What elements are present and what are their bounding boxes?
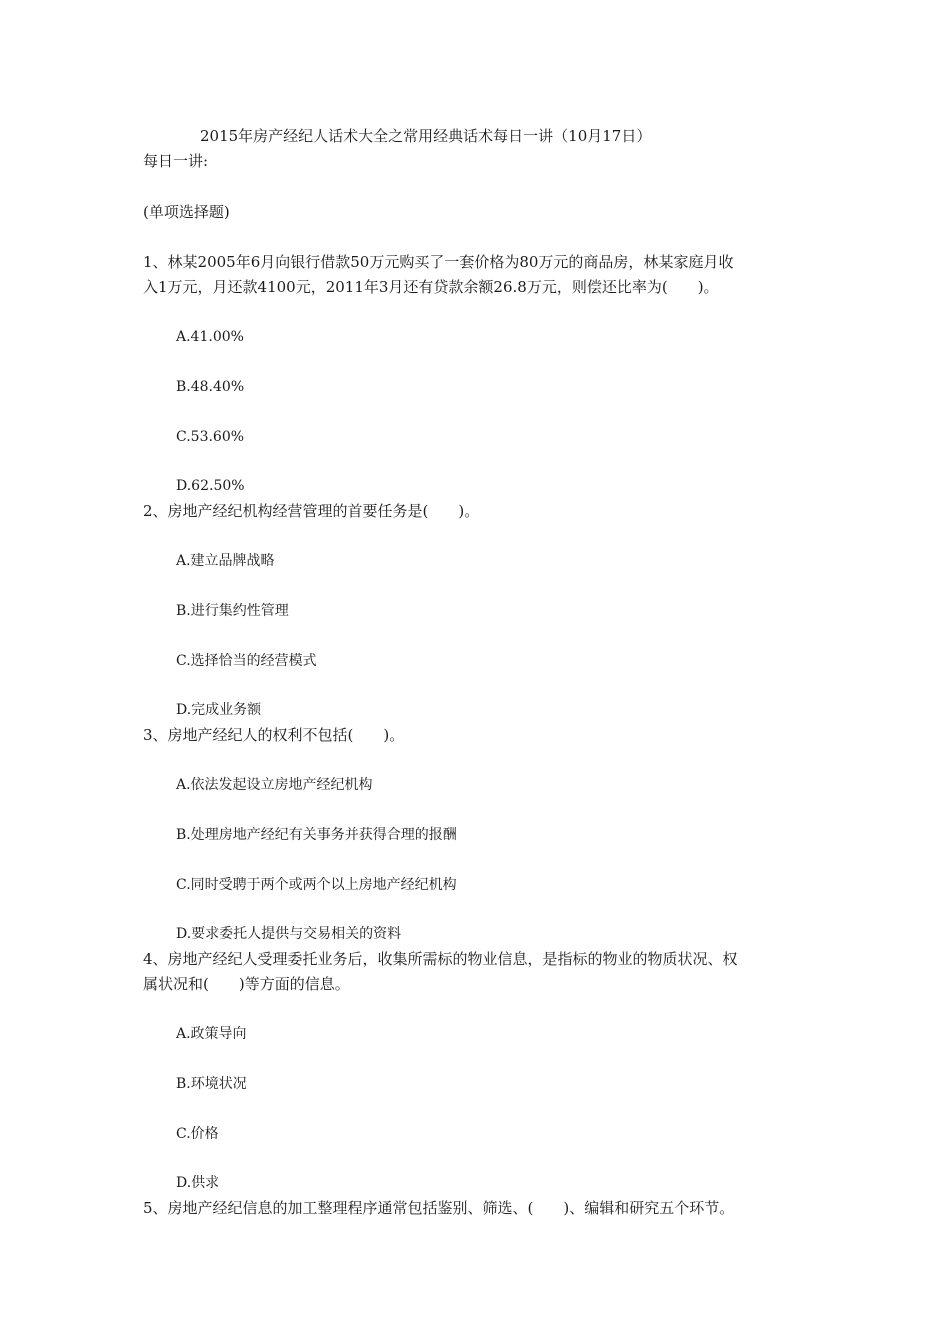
option-c: C.同时受聘于两个或两个以上房地产经纪机构 — [176, 877, 457, 893]
option-b: B.进行集约性管理 — [176, 603, 289, 619]
option-d: D.62.50% — [176, 478, 245, 494]
document-subtitle: 每日一讲: — [143, 152, 209, 170]
document-title: 2015年房产经纪人话术大全之常用经典话术每日一讲（10月17日） — [200, 127, 652, 145]
option-d: D.要求委托人提供与交易相关的资料 — [176, 926, 402, 942]
question-text-line: 3、房地产经纪人的权利不包括( )。 — [143, 726, 405, 744]
option-c: C.价格 — [176, 1126, 219, 1142]
question-text-line: 1、林某2005年6月向银行借款50万元购买了一套价格为80万元的商品房，林某家庭月收 — [143, 253, 734, 271]
option-a: A.政策导向 — [176, 1026, 247, 1042]
option-d: D.供求 — [176, 1175, 220, 1191]
option-a: A.41.00% — [176, 329, 244, 345]
option-c: C.53.60% — [176, 429, 245, 445]
option-b: B.环境状况 — [176, 1076, 247, 1092]
question-text-line: 5、房地产经纪信息的加工整理程序通常包括鉴别、筛选、( )、编辑和研究五个环节。 — [143, 1199, 735, 1217]
option-c: C.选择恰当的经营模式 — [176, 653, 317, 669]
option-a: A.依法发起设立房地产经纪机构 — [176, 777, 373, 793]
option-b: B.48.40% — [176, 379, 245, 395]
section-heading: (单项选择题) — [143, 203, 230, 221]
question-text-line: 入1万元，月还款4100元，2011年3月还有贷款余额26.8万元，则偿还比率为( )。 — [143, 278, 719, 296]
question-text-line: 2、房地产经纪机构经营管理的首要任务是( )。 — [143, 502, 480, 520]
question-text-line: 4、房地产经纪人受理委托业务后，收集所需标的物业信息，是指标的物业的物质状况、权 — [143, 950, 738, 968]
option-a: A.建立品牌战略 — [176, 553, 275, 569]
option-b: B.处理房地产经纪有关事务并获得合理的报酬 — [176, 827, 457, 843]
question-text-line: 属状况和( )等方面的信息。 — [143, 975, 350, 993]
option-d: D.完成业务额 — [176, 702, 262, 718]
